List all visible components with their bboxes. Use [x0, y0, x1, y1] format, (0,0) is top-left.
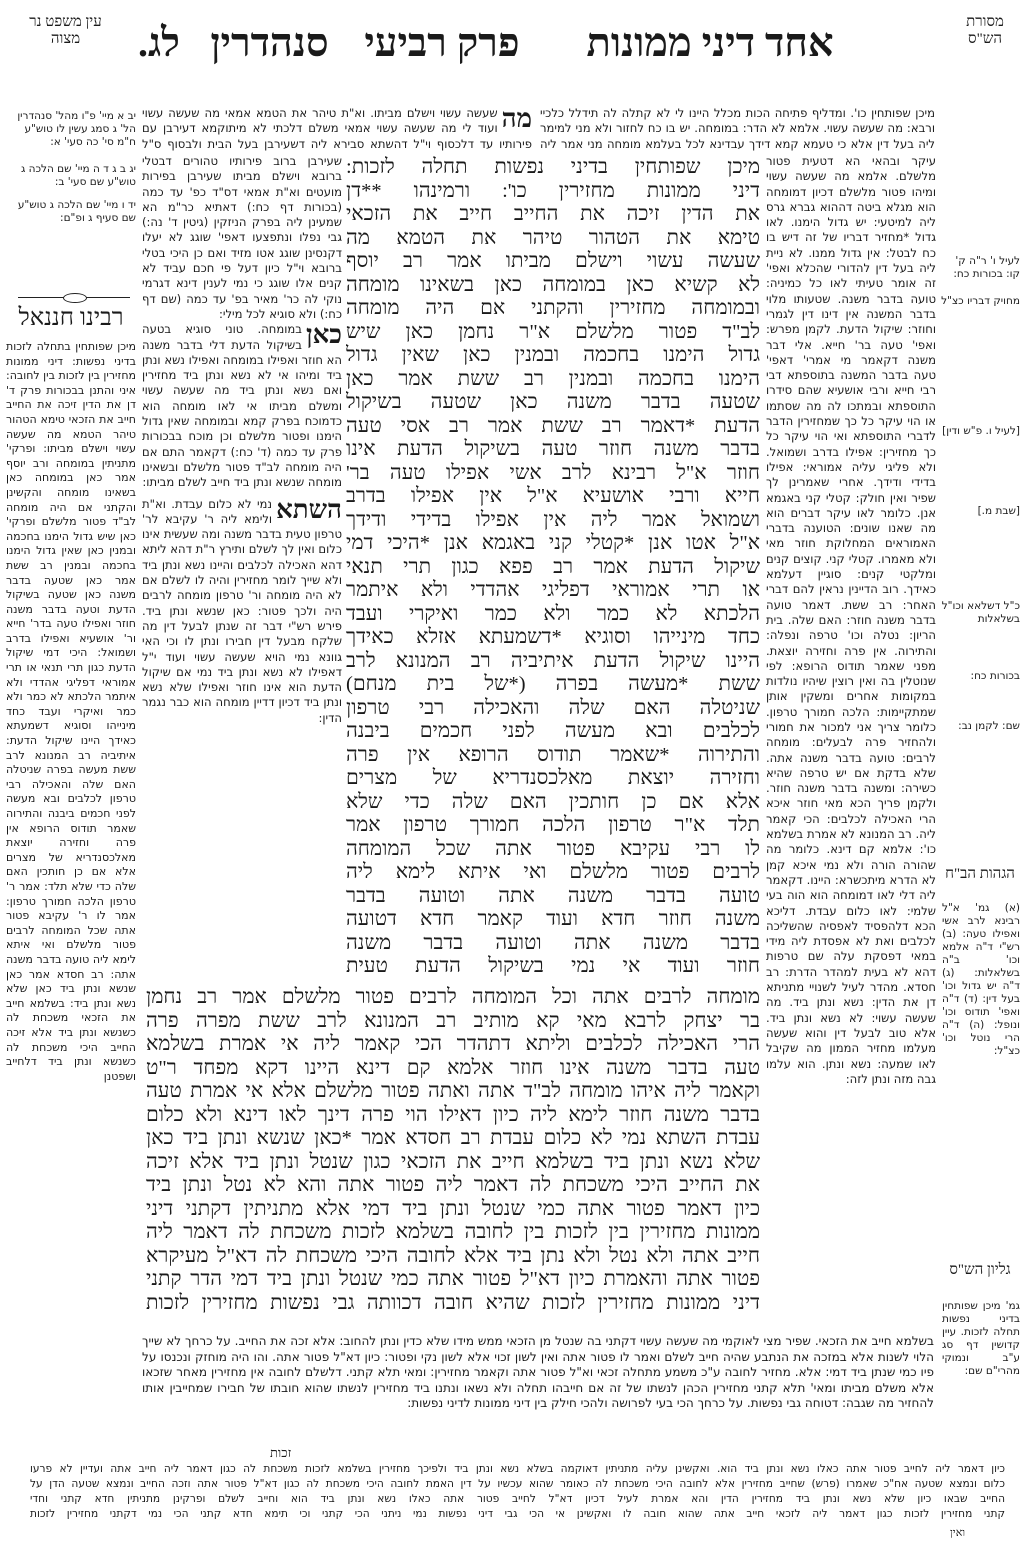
gemara-line: מומחה לרבים אתה וכל המומחה לרבים פטור מלשלם אמר רב נחמן — [146, 986, 760, 1008]
footer-line: החייב שבאו כיון שלא נשא ונתן ביד מחזירין הדין והא אמרת לעיל דכיון דא"ל לחייב פטור אתה כאלו נשא ונתן ביד הוא וחייב לשלם ופרקינן מתניתין חדא קתני וחדי — [30, 1493, 1005, 1505]
ornament-divider — [18, 297, 130, 298]
gemara-line: שטעה בדבר משנה כאן שטעה בשיקול — [346, 391, 760, 413]
gemara-wide-section — [146, 986, 760, 1315]
hagahot-habach-title: הגהות הב"ח — [945, 866, 1015, 882]
gemara-line: הדעת *דאמר רב ששת אמר רב אסי טעה — [346, 414, 760, 437]
gemara-line: שניטלה האם שלה והאכילה רבי טרפון — [346, 696, 760, 719]
gemara-line: וחזירה יוצאת מאלכסנדריא של מצרים — [346, 767, 760, 789]
gemara-line: מיכן שפותחין בדיני נפשות תחלה לזכות: — [346, 156, 760, 178]
masoret-ref: [שבת מ.] — [977, 505, 1020, 517]
page-title-chapter-number: פרק רביעי — [364, 20, 520, 65]
tosafot-paragraph — [142, 154, 342, 322]
gemara-line: ושמואל אמר ליה אין אפילו בדידי ודידך — [346, 508, 760, 531]
gemara-line: חוזר ועוד אי נמי בשיקול הדעת טעית — [346, 955, 760, 977]
gemara-line: ששת *מעשה בפרה (*של בית מנחם) — [346, 673, 760, 695]
page-title-tractate: סנהדרין — [210, 20, 329, 65]
gemara-line: שעשה עשוי וישלם מביתו אמר רב יוסף — [346, 250, 760, 272]
masoret-ref: לעיל ו' ר"ה ק' קו: בכורות כח: — [953, 255, 1020, 280]
rashi-column: עיקר ובהאי הא דטעית פטור מלשלם. אלמא מה שעשה עשוי ומיהו פטור מלשלם דכיון דמומחה הוא מגלא ביטה דההוא גברא גרס ליה למיטעי: יש גדול הימנו. לאו גדול *מחזיר דבריו של זה דיש בו כח לבטל: אין גדול ממנו. לא ניית ליה בעל דין להדורי שהכלא ואפי' זה אומר טעיתי לאו כל כמיניה: טועה בדבר משנה. שטעותו מלוי בדבר המשנה אין דינו דין לגמרי וחוזר: שיקול הדעת. לקמן מפרש: ואפי' טעה בר' חייא. אלי דבר משנה דקאמר מי אמרי' דאפי' טעה בדבר המשנה בתוספתא דבי רבי חייא ורבי אושעיא שהם סידרו התוספתא ובמתכו לה מה שסתמו או הוי עיקר כל כך שמחזירין הדבר לדברי התוספתא ואי הוי עיקר כל כך מחזירין: אפילו בדרב ושמואל. ולא פליגי עליה אמוראי: אפילו בדידי ודידך. אחרי שאמרינן לך שפיר ואין חולק: קטלי קני באגמא אנן. כלומר לאו עיקר דברים הוא מה שאנו שונים: הטוענה בדברי האמוראים המחלוקת חוזר מאי ולא מאמרו. קטלי קני. קוצים קנים ומלקטי קנים: סוגיין דעלמא כאידך. רוב הדיינין נראין להם דברי האחר: רב ששת. דאמר טועה בדבר משנה חוזר: האם שלה. בית הריון: נטלה וכו' טרפה ונפלה: והתירוה. אין פרה וחזירה יוצאת. מפני שאמר תודוס הרופא: לפי שנוטלין בה ואין רוצין שיהיו נולדות במקומות אחרים ומשקין אותן שמתקיימות: הלכה חמורך טרפון. כלומר צריך אני למכור את חמורי ולהחזיר פרה לבעלים: מומחה לרבים: טועה בדבר משנה אתה. שלא בדקת אם יש טרפה שהיא כשירה: ומשנה בדבר משנה חוזר. ולקמן פריך הכא מאי חוזר איכא הרי האכילה לכלבים: הכי קאמר ליה. רב המנונא לא אמרת בשלמא כו': אלמא קם דינא. כלומר מה שהורה הורה ולא נמי איכא קמן לא הדרא מיתכשרא: היינו. דקאמר ליה דלי לאו דמומחה הוא הוה בעי שלמי: לאו כלום עבדת. דליכא הכא דלהפסיד לאפסיה שהשליכה לכלבים ואת לא אפסדת ליה מידי במאי דפסקת עלה שם טרפות דהא לא בעית למהדר הדרת: רב חסדא. מהדר לעיל לשנויי מתניתא דן את הדין: נשא ונתן ביד. מה שעשה עשוי: לא נשא ונתן ביד. אלא טוב לבעל דין והוא שעשה מעלמו מחזיר הממון מה שקיבל לאו שמעה: נשא ונתן. הוא עלמו גבה מזה ונתן לזה: — [766, 154, 936, 1086]
ein-mishpat-label: עין משפט נר מצוה — [29, 14, 102, 47]
folio-number: לג. — [138, 20, 180, 65]
page-title-chapter-name: אחד דיני ממונות — [586, 20, 834, 65]
gemara-line: וקאמר ליה איהו מומחה לב"ד אתה ואתה פטור מלשלם אלא אי אמרת טעה — [146, 1080, 760, 1102]
masoret-ref: [לעיל ו. פ"ש ודין] — [942, 425, 1020, 437]
gemara-line: חייא ורבי אושעיא א"ל אין אפילו בדרב — [346, 485, 760, 507]
gemara-line: טימא את הטהור טיהר את הטמא מה — [346, 226, 760, 249]
masoret-refs — [940, 255, 1020, 733]
gemara-line: טעה בדבר משנה אינו חוזר אלמא קם דינא היינו דקא מפחד ר"ט — [146, 1056, 760, 1079]
gemara-main-column — [346, 156, 760, 979]
tosafot-dibbur-head: מה — [501, 106, 532, 133]
gemara-line: לרבים פטור מלשלם ואי איתא לימא ליה — [346, 861, 760, 883]
gemara-line: והתירוה *שאמר תודוס הרופא אין פרה — [346, 743, 760, 766]
tosafot-paragraph — [142, 494, 342, 726]
gemara-line: א"ל אטו אנן *קטלי קני באגמא אנן *היכי דמי — [346, 532, 760, 554]
tosafot-top — [142, 106, 532, 152]
masoret-ref: שם: לקמן נב: — [958, 720, 1020, 732]
footer-line: קתני מחזירין לזכות כגון דאמר ליה לזכאי חייב אתה שהוא חובה לו ואקשינן אי הכי גבי דיני נפשות נמי ניתני הכי קתני וכי תימא חדא קתני הכי נמי דקתני מחזירין לזכות — [30, 1508, 1005, 1520]
gemara-line: את החייב היכי משכחת לה דאמר ליה פטור אתה והא לא נטל ונתן ביד — [146, 1174, 760, 1196]
gemara-line: חוזר א"ל רבינא לרב אשי אפילו טעה בר' — [346, 461, 760, 484]
tosafot-paragraph — [142, 322, 342, 490]
gemara-line: בר יצחק לרבא מאי קא מותיב רב המנונא לרב ששת מפרה פרה — [146, 1009, 760, 1032]
rabbenu-chananel-title: רבינו חננאל — [18, 305, 124, 331]
gemara-line: כחד מינייהו וסוגיא *דשמעתא אזלא כאידך — [346, 626, 760, 648]
gemara-line: תלד א"ר טרפון הלכה חמורך טרפון אמר — [346, 814, 760, 836]
gemara-line: לו רבי עקיבא פטור אתה שכל המומחה — [346, 837, 760, 860]
gemara-line: הימנו בחכמה ובמנין רב ששת אמר כאן — [346, 367, 760, 390]
tosafot-text: שעירבן ברוב פירותיו טהורים דבטלי ברובא וישלם מביתו שעירבן בפירות מועטים וא"ת אמאי דס"ד כפ' עד כמה (בכורות דף כח:) דאתיא כר"מ הא שמעינן ליה בפרק הניזקין (גיטין ד' נה:) גבי נפלו ונתפצעו דאפי' שוגג לא יעלו דקנסינן שוגג אטו מזיד ואם כן היכי בטלי ברובא וי"ל כיון דעל פי חכם עביד לא קנים אלו שוגג כי נמי לענין דינא דגרמי נוקי לה כר' מאיר בפ' עד כמה (שם דף כח:) ולא סוגיא לכל מילי: — [142, 154, 342, 321]
footer-catchword: ואין — [950, 1527, 966, 1539]
gemara-line: כיון דאמר פטור אתה כמי שנטל ונתן ביד דמי אלא מתניתין דקתני דיני — [146, 1197, 760, 1220]
tosafot-text: במומחה. טוני סוגיא בטעה בשיקול הדעת דלי בדבר משנה הא חוזר ואפילו במומחה ואפילו נשא ונתן ביד ומיהו אי לא נשא ונתן ביד מחזירין ואם נשא ונתן ביד מה שעשה עשוי ומשלם מביתו אי לאו מומחה הוא כדמוכח בפרק קמא ובמומחה שאין גדול הימנו ופטור מלשלם וכן מוכח בבכורות פרק עד כמה (ד' כח:) דקאמר התם אם היה מומחה לב"ד פטור מלשלם ובשאינו מומחה שנשא ונתן ביד חייב לשלם מביתו: — [142, 322, 342, 490]
gemara-line: בדבר משנה חוזר לימא ליה כיון דאילו הוי פרה דינך לאו דינא ולא כלום — [146, 1103, 760, 1126]
rashi-top: מיכן שפותחין כו'. ומדליף פתיחה הכות מכלל היינו לי לא קתלה לה תידלל כלכיי ורבא: מה שעשה עשוי. אלמא לא הדר: במומחה. יש בו כח לחזור ולא מני למימר ליה בעל דין אלא כי טעמא קמא דידך עבדינא לכל בעלמא מומחה מני אמר ליה — [540, 106, 935, 151]
masoret-ref: כ"ל דשלאא וכו"ל בשלאלות — [941, 600, 1020, 625]
tosafot-text: שעשה עשוי וישלם מביתו. וא"ת טיהר את הטמא אמאי מה שעשה עשוי ועוד לי מה שעשה עשוי אמאי משלם דלכתי לא מיתוקמא דעירבן עם פירותיו עד דלכסוף וי"ל דהשתא סבירא ליה דשעירבן בעל הבית ולבסוף ס"ל — [142, 106, 532, 151]
footer-line: כיון דאמר ליה לחייב פטור אתה כאלו נשא ונתן ביד הוא. ואקשינן עליה מתניתין דאוקמה בשלא נשא ונתן ביד ולפיכך מחזירין בשלמא לזכות משכחת לה כגון דאמר ליה חייב אתה ועדיין לא פרעו — [30, 1463, 1005, 1475]
gemara-line: שלא נשא ונתן ביד בשלמא חייב את הזכאי כגון שנטל ונתן ביד אלא זיכה — [146, 1150, 760, 1173]
footer-commentary — [30, 1462, 1005, 1522]
gemara-line: לב"ד פטור מלשלם א"ר נחמן כאן שיש — [346, 320, 760, 343]
gemara-line: לכלבים ובא מעשה לפני חכמים ביבנה — [346, 720, 760, 742]
gemara-line: את הדין זיכה את החייב חייב את הזכאי — [346, 203, 760, 225]
gemara-line: ממונות מחזירין בין לזכות בין לחובה בשלמא לזכות משכחת לה דאמר ליה — [146, 1221, 760, 1243]
gemara-line: בדבר משנה אתה וטועה בדבר משנה — [346, 931, 760, 954]
catchword: זכות — [270, 1445, 292, 1460]
rabbenu-chananel-text: מיכן שפותחין בתחלה לזכות בדיני נפשות: דיני ממונות מחזירין בין לזכות בין לחובה: איני והתנן בבכורות פרק ד' דן את הדין זיכה את החייב חייב את הזכאי טימא הטהור טיהר הטמא מה שעשה עשוי וישלם מביתו: ופרקי' מתניתין במומחה ורב יוסף אמר כאן במומחה כאן בשאינו מומחה והקשינן והקתני אם היה מומחה לב"ד פטור מלשלם ופרקי' כאן שיש גדול הימנו בחכמה ובמנין כאן שאין גדול הימנו בחכמה ובמנין רב ששת אמר כאן שטעה בדבר משנה כאן שטעה בשיקול הדעת וטעה בדבר משנה חוזר ואפילו טעה בדר' חייא ור' אושעיא ואפילו בדרב ושמואל: היכי דמי שיקול הדעת כגון תרי תנאי או תרי אמוראי דפליגי אהדדי ולא איתמר הלכתא לא כמר ולא כמר ואיקרי ועבד כחד מינייהו וסוגיא דשמעתא כאידך היינו שיקול הדעת: איתיביה רב המנונא לרב ששת מעשה בפרה שניטלה האם שלה והאכילה רבי טרפון לכלבים ובא מעשה לפני חכמים ביבנה והתירוה שאמר תודוס הרופא אין פרה וחזירה יוצאת מאלכסנדריא של מצרים אלא אם כן חותכין האם שלה כדי שלא תלד: אמר ר' טרפון הלכה חמורך טרפון: אמר לו ר' עקיבא פטור אתה שכל המומחה לרבים פטור מלשלם ואי איתא לימא ליה טועה בדבר משנה אתה: רב חסדא אמר כאן שנשא ונתן ביד כאן שלא נשא ונתן ביד: בשלמא חייב את הזכאי משכחת לה כשנשא ונתן ביד אלא זיכה החייב היכי משכחת לה כשנשא ונתן ביד דלחייב ושפטנן — [6, 340, 136, 1083]
gemara-line: אלא אם כן חותכין האם שלה כדי שלא — [346, 790, 760, 813]
gemara-line: או תרי אמוראי דפליגי אהדדי ולא איתמר — [346, 579, 760, 601]
gemara-line: גדול הימנו בחכמה ובמנין כאן שאין גדול — [346, 344, 760, 366]
gemara-line: משנה חוזר חדא ועוד קאמר חדא דטועה — [346, 908, 760, 930]
tosafot-dibbur-head: כאן — [305, 320, 342, 350]
masoret-ref: בכורות כח: — [970, 670, 1020, 682]
ein-mishpat — [6, 110, 136, 225]
gilyon-hashas-text: גמ' מיכן שפותחין בדיני נפשות תחלה לזכות. עיין קדושין דף סג ע"ב ונמוקי מהרי"ם שם: — [942, 1300, 1020, 1377]
hagahot-habach-text: (א) גמ' א"ל רבינא לרב אשי ואפילו טעה: (ב) רש"י ד"ה אלמא וכו' ב"ה בשלאלות: (ג) ד"ה יש גדול וכו' בעל דין: (ד) ד"ה ואפי' תודוס וכו' ונופל: (ה) ד"ה הרי נוטל וכו' כצ"ל: — [942, 902, 1020, 1057]
ein-mishpat-entry: יד ו מיי' שם הלכה ג טוש"ע שם סעיף ג ופ"ם: — [17, 199, 136, 224]
gemara-line: בדבר משנה חוזר טעה בשיקול הדעת אינו — [346, 438, 760, 460]
gemara-line: שיקול הדעת אמר רב פפא כגון תרי תנאי — [346, 555, 760, 578]
gemara-line: חייב אתה ולא נטל ולא נתן ביד אלא לחובה היכי משכחת לה דא"ל מעיקרא — [146, 1244, 760, 1267]
gemara-line: הלכתא לא כמר ולא כמר ואיקרי ועבד — [346, 602, 760, 625]
tosafot-text: נמי לא כלום עבדת. וא"ת ולימא ליה ר' עקיבא לר' טרפון טעית בדבר משנה ומה שעשית אינו כלום ואין לך לשלם ותירץ ר"ת דהא ליתא דהא האכילה לכלבים והיינו נשא ונתן ביד ולא שייך לומר מחזירין והיה לו לשלם אם לא היה מומחה ור' טרפון מומחה לרבים היה ולכך פטור: כאן שנשא ונתן ביד. פירש רש"י דבר זה שנתן לבעל דין מה שלקח מבעל דין חבירו ונתן לו וכי האי גוונא נמי הויא שעשה עשוי ועוד י"ל דאפילו לא נשא ונתן ביד נמי אם שיקול הדעת הוא אינו חוזר ואפילו שלא נשא ונתן ביד דכיון דדיין מומחה הוא כבר נגמר הדין: — [142, 496, 342, 725]
masoret-ref: מחויק דבריו כצ"ל — [941, 295, 1020, 307]
ein-mishpat-entry: יב א מיי' פ"ו מהל' סנהדרין הל' ג סמג עשין לו טוש"ע ח"מ סי' כה סעי' א: — [17, 110, 136, 148]
gemara-line: הרי האכילה לכלבים וליתא דתהדר הכי קאמר ליה אי אמרת בשלמא — [146, 1033, 760, 1055]
rashi-bottom: בשלמא חייב את הזכאי. שפיר מצי לאוקמי מה שעשה עשוי דקתני בה שנטל מן הזכאי ממש מידו שלא כדין ונתן להחוב: אלא זכה את החייב. על כרחך לא שייך הלוי לשנות אלא במזכה את הנתבע שהיה חייב לשלם ואמר לו פטור אתה ואין לשון זכוי אלא לשון נקי ופטור: כיון דא"ל פטור אתה. והו היה מוחזק ונכנסו על פיו כמי שנתן ביד דמי: אלא. מחזיר לחובה ע"כ משמע מתחלה זכאי וא"ל פטור אתה וקאמר מחזירין: ומאי תלא קתני. דלשלם לחובה אין מחזירין מאחר שזכאו אלא משלם מביתו ומאי' תלא קתני מחזירין הכהן לנשתו של זה אם חייבהו תחלה ולא נשאו ונתנו ביד מחזירין לנשתו שהוא חובתו של חבירו שמחייבין אותו להחזיר מה שגבה: דטוחה גבי נפשות. על כרחך הכי בעי לפרושה ולהכי חילק בין דיני ממונות לדיני נפשות: — [142, 1334, 934, 1410]
footer-line: כלום ונמצא שטעה אח"כ שאמרו (פרש) שחייב מחזירין אלא לחובה היכי משכחת לה כאומר שהוא עכשיו על דין האמת לחובה היכי משכחת לה כגון דא"ל פטור אתה וזכה החייב ונמצא שטעה הדן על — [30, 1478, 1005, 1490]
tosafot-column — [142, 154, 342, 980]
gemara-line: היינו שיקול הדעת איתיביה רב המנונא לרב — [346, 649, 760, 672]
gemara-line: לא קשיא כאן במומחה כאן בשאינו מומחה — [346, 273, 760, 296]
gemara-line: דיני ממונות מחזירין כו': ורמינהו **דן — [346, 179, 760, 202]
gemara-line: עבדת השתא נמי לא כלום עבדת רב חסדא אמר *כאן שנשא ונתן ביד כאן — [146, 1127, 760, 1149]
gilyon-hashas-title: גליון הש"ס — [949, 1262, 1011, 1278]
masoret-hashas-label: מסורת הש"ס — [966, 14, 1004, 47]
gemara-line: דיני ממונות מחזירין לזכות שהיא חובה דכוותה גבי נפשות מחזירין לזכות — [146, 1291, 760, 1314]
gemara-line: פטור אתה והאמרת כיון דא"ל פטור אתה כמי שנטל ונתן ביד דמי הדר קתני — [146, 1268, 760, 1290]
tosafot-dibbur-head: השתא — [276, 494, 342, 524]
gemara-line: ובמומחה מחזירין והקתני אם היה מומחה — [346, 297, 760, 319]
gemara-line: טועה בדבר משנה אתה וטועה בדבר — [346, 884, 760, 907]
ein-mishpat-entry: יג ב ג ד ה מיי' שם הלכה ג טוש"ע שם סעי' ב: — [20, 163, 136, 188]
